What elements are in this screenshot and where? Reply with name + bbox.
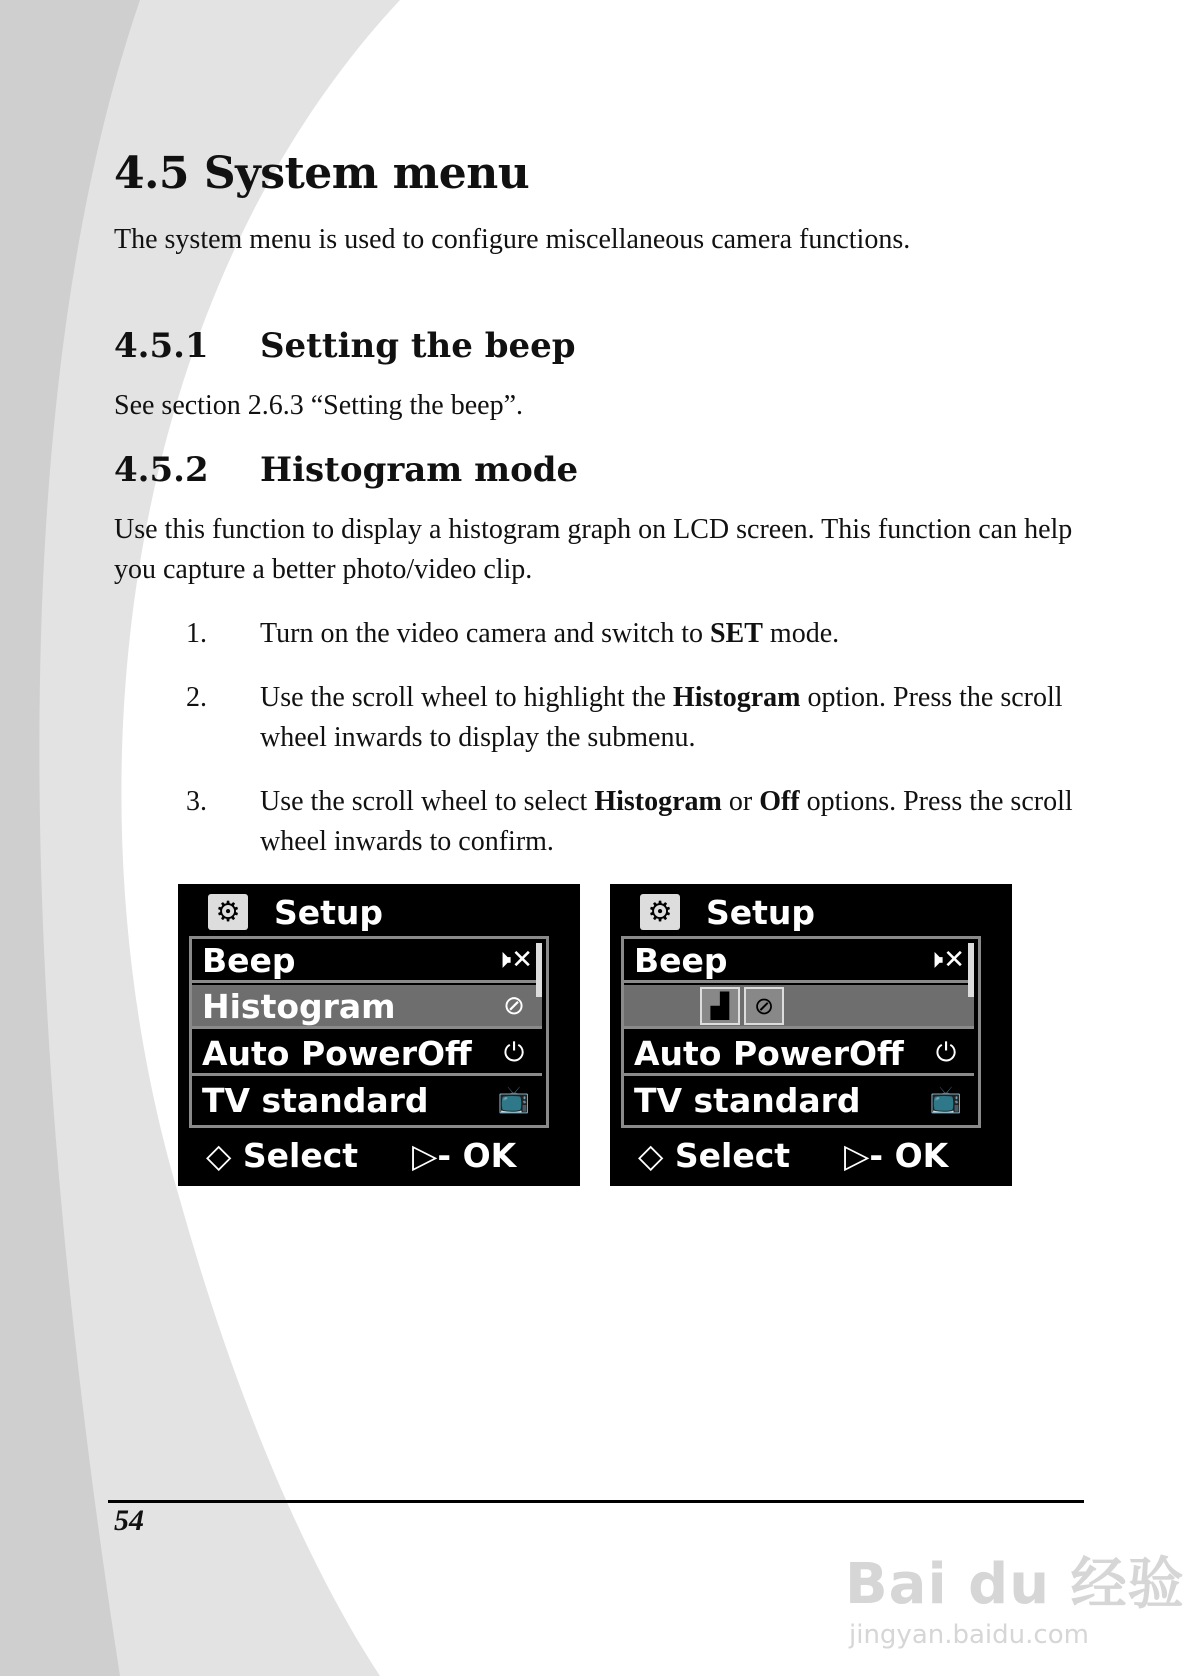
page-number: 54 — [114, 1504, 144, 1537]
lcd-header — [208, 892, 383, 932]
setup-menu — [621, 936, 981, 1128]
setup-menu — [189, 936, 549, 1128]
step-text — [260, 614, 1100, 654]
menu-item-beep[interactable] — [624, 939, 974, 983]
menu-item-label: TV standard — [202, 1081, 429, 1120]
lcd-setup-screen-1 — [178, 884, 580, 1186]
press-icon: ▷- — [844, 1136, 895, 1175]
histogram-on-icon[interactable]: ▟ — [700, 987, 740, 1025]
section-number: 4.5.1 — [114, 326, 209, 366]
lcd-title: Setup — [706, 892, 816, 932]
step-bold-term: Histogram — [594, 786, 722, 817]
lcd-footer — [638, 1136, 998, 1176]
step-text — [260, 678, 1100, 758]
step-text-part: Use the scroll wheel to select — [260, 786, 595, 817]
menu-item-label: TV standard — [634, 1081, 861, 1120]
menu-item-label: Beep — [202, 941, 296, 980]
menu-item-histogram[interactable] — [192, 985, 542, 1029]
menu-item-auto-poweroff[interactable] — [624, 1032, 974, 1076]
section-title: Histogram mode — [260, 450, 579, 490]
step-bold-term: SET — [709, 618, 763, 649]
ok-hint — [412, 1136, 516, 1176]
step-text-part: Turn on the video camera and switch to — [260, 618, 710, 649]
section-heading-histogram — [114, 450, 578, 490]
ok-hint — [844, 1136, 948, 1176]
menu-item-tv-standard[interactable] — [192, 1079, 542, 1123]
histogram-paragraph: Use this function to display a histogram graph on LCD screen. This function can help you capture a better photo/video clip. — [114, 514, 1073, 585]
beep-off-icon: 🕨✕ — [926, 945, 966, 975]
intro-paragraph: The system menu is used to configure miscellaneous camera functions. — [114, 224, 911, 255]
menu-item-label: Auto PowerOff — [634, 1034, 904, 1073]
step-text-part: option. Press the scroll wheel inwards to display the submenu. — [260, 682, 1063, 753]
auto-poweroff-icon: ⏻ — [503, 1038, 525, 1068]
lcd-title: Setup — [274, 892, 384, 932]
step-text-part: or — [721, 786, 760, 817]
step-bold-term: Off — [759, 786, 800, 817]
menu-scrollbar[interactable] — [536, 943, 542, 997]
page-title: 4.5 System menu — [114, 148, 530, 199]
watermark-url: jingyan.baidu.com — [849, 1620, 1089, 1650]
step-text-part: options. Press the scroll wheel inwards to confirm. — [260, 786, 1073, 857]
lcd-header — [640, 892, 815, 932]
scroll-wheel-icon: ◇ — [206, 1136, 243, 1175]
menu-item-tv-standard[interactable] — [624, 1079, 974, 1123]
select-label: Select — [242, 1136, 359, 1175]
section-number: 4.5.2 — [114, 450, 209, 490]
lcd-setup-screen-2 — [610, 884, 1012, 1186]
select-label: Select — [674, 1136, 791, 1175]
step-bold-term: Histogram — [672, 682, 801, 713]
footer-rule — [108, 1500, 1084, 1503]
press-icon: ▷- — [412, 1136, 463, 1175]
scroll-wheel-icon: ◇ — [638, 1136, 675, 1175]
select-hint — [206, 1136, 358, 1176]
histogram-submenu — [700, 987, 788, 1025]
auto-poweroff-icon: ⏻ — [935, 1038, 957, 1068]
histogram-submenu-row[interactable] — [624, 985, 974, 1029]
section-title: Setting the beep — [260, 326, 576, 366]
menu-item-label: Beep — [634, 941, 728, 980]
ok-label: OK — [462, 1136, 517, 1175]
beep-off-icon: 🕨✕ — [494, 945, 534, 975]
tv-standard-icon: 📺 — [497, 1085, 531, 1115]
step-number: 3. — [186, 786, 207, 817]
gear-icon: ⚙ — [208, 894, 248, 930]
watermark-brand: Bai du 经验 — [845, 1552, 1185, 1617]
menu-item-label: Auto PowerOff — [202, 1034, 472, 1073]
ok-label: OK — [894, 1136, 949, 1175]
menu-item-label: Histogram — [202, 987, 396, 1026]
select-hint — [638, 1136, 790, 1176]
menu-scrollbar[interactable] — [968, 943, 974, 997]
histogram-off-icon[interactable]: ⊘ — [744, 987, 784, 1025]
section-heading-beep — [114, 326, 576, 366]
beep-paragraph: See section 2.6.3 “Setting the beep”. — [114, 390, 523, 421]
baidu-watermark — [845, 1540, 1185, 1650]
lcd-footer — [206, 1136, 566, 1176]
tv-standard-icon: 📺 — [929, 1085, 963, 1115]
step-number: 2. — [186, 682, 207, 713]
step-text — [260, 782, 1100, 862]
histogram-off-icon: ⊘ — [503, 991, 525, 1021]
gear-icon: ⚙ — [640, 894, 680, 930]
menu-item-auto-poweroff[interactable] — [192, 1032, 542, 1076]
step-text-part: Use the scroll wheel to highlight the — [260, 682, 673, 713]
step-number: 1. — [186, 618, 207, 649]
step-text-part: mode. — [762, 618, 840, 649]
menu-item-beep[interactable] — [192, 939, 542, 983]
